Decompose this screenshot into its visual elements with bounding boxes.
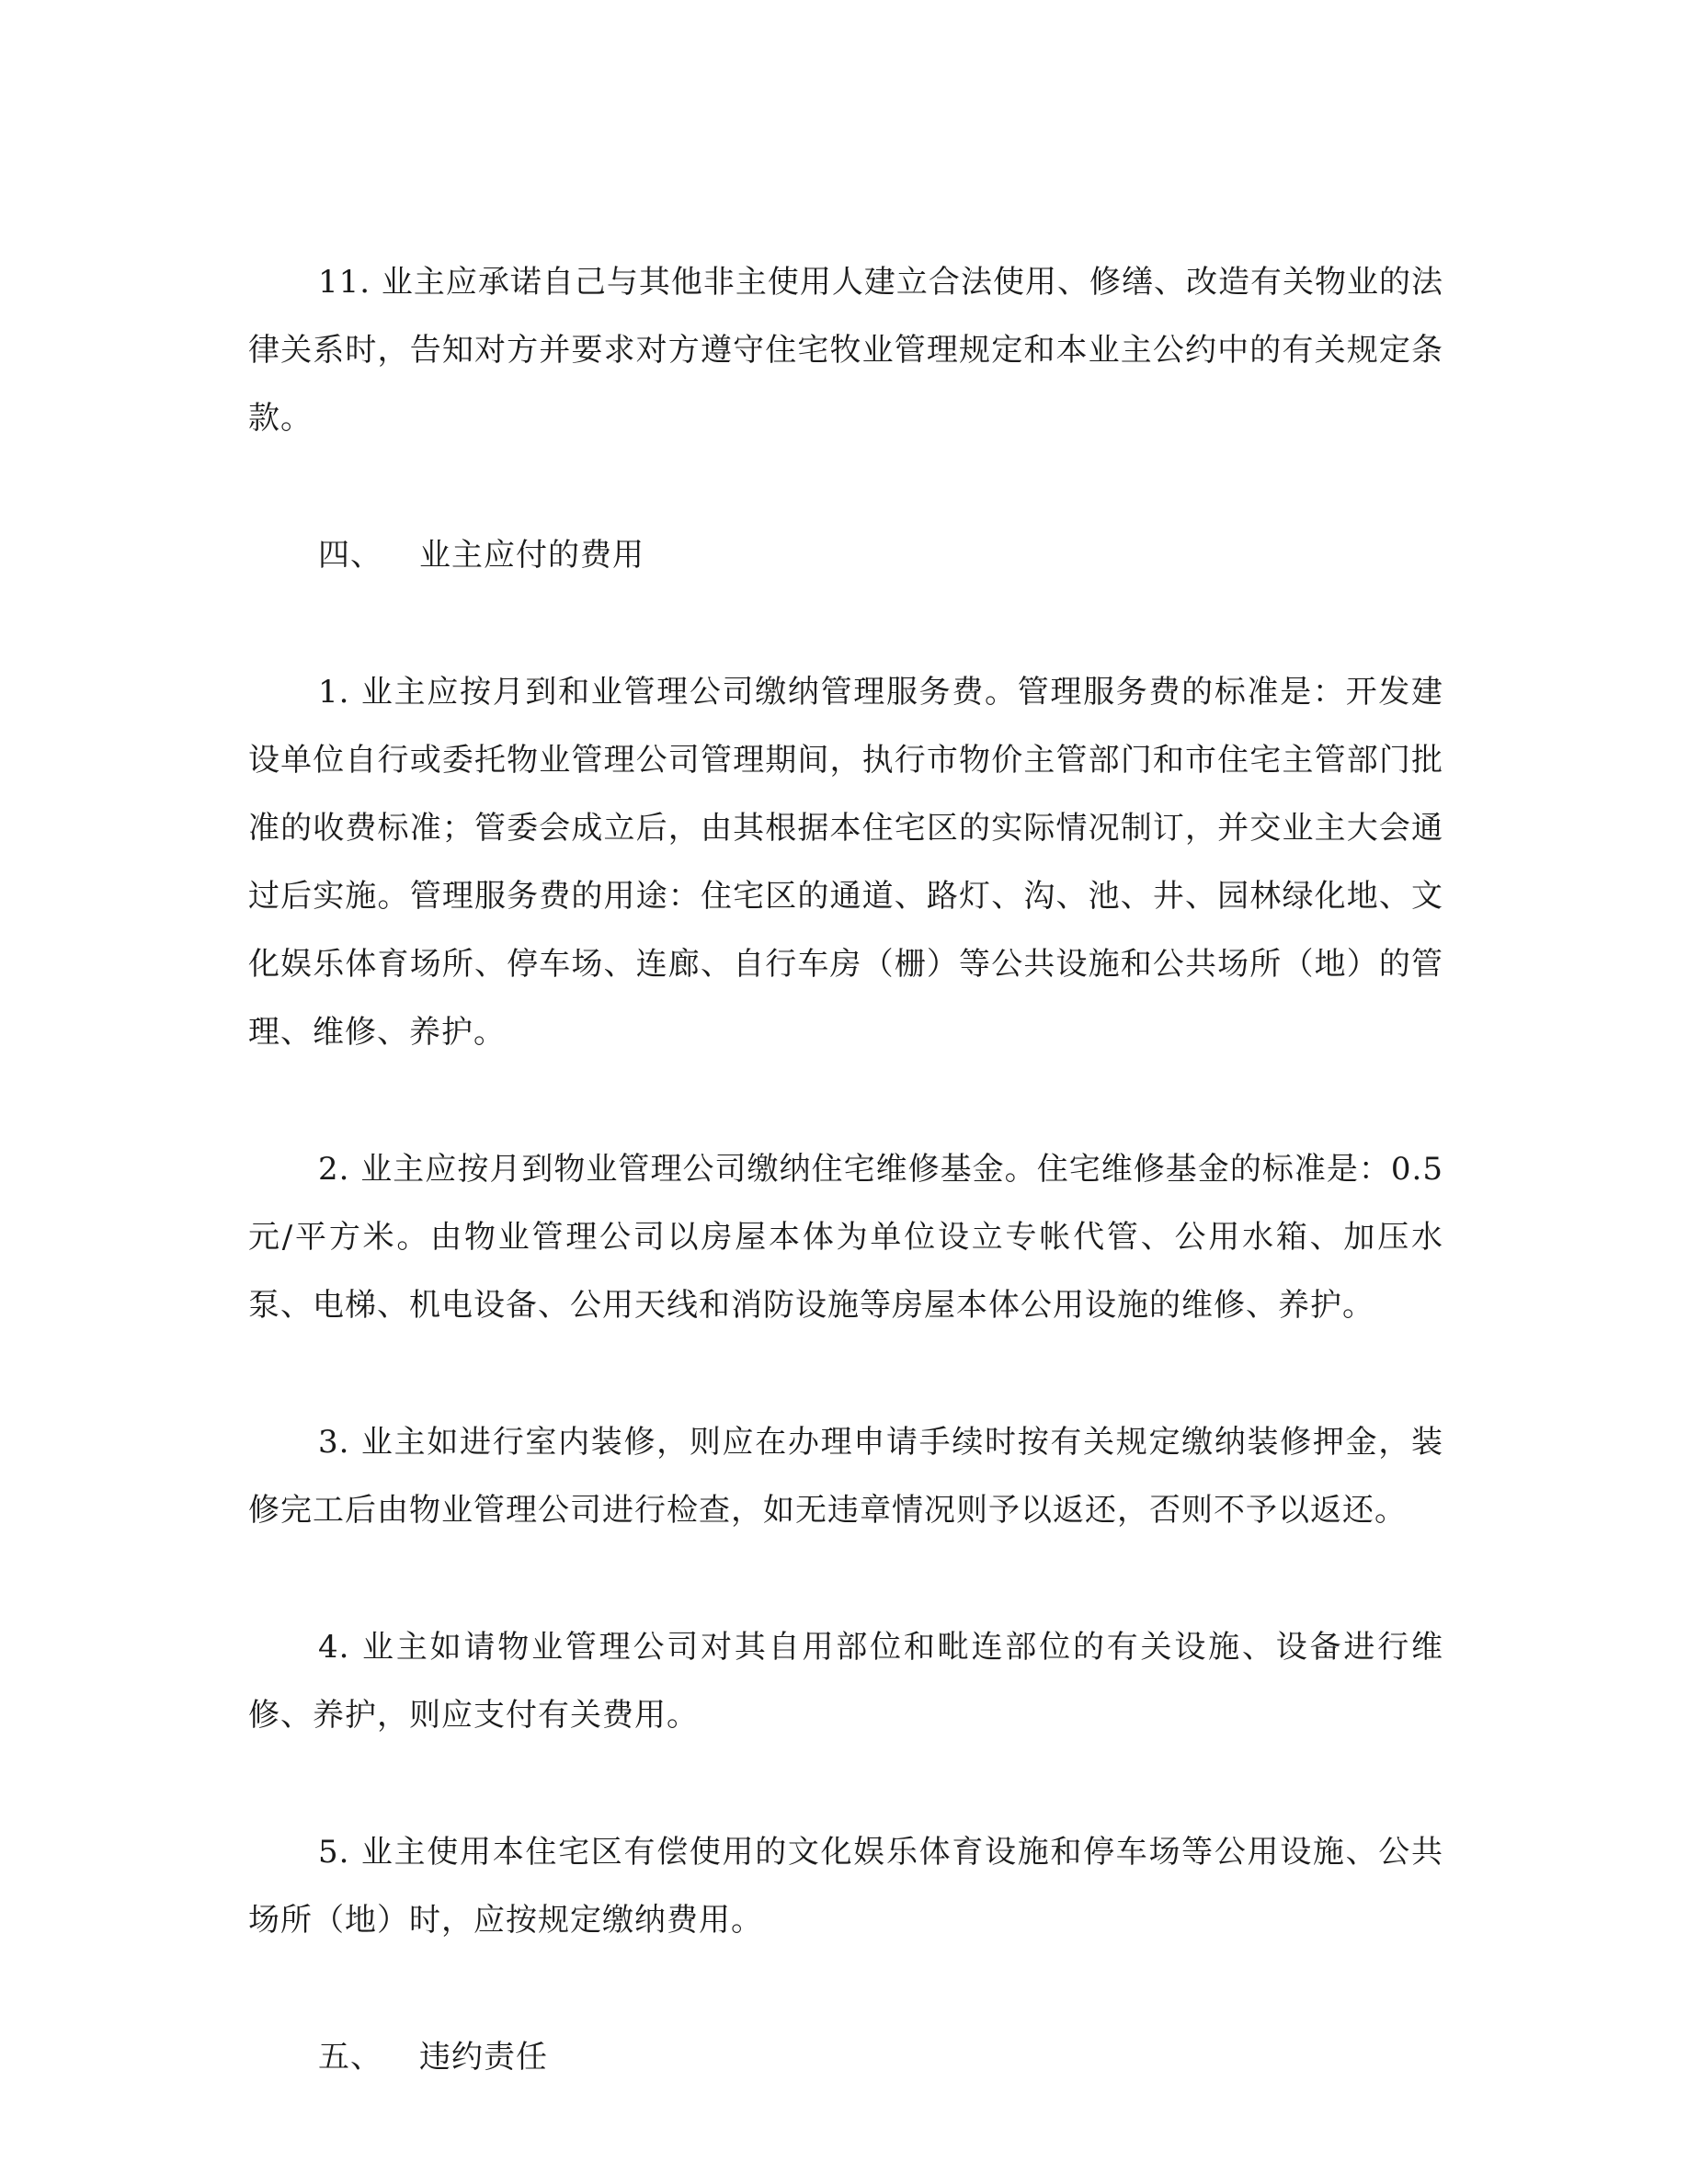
section-heading-5 [248, 2023, 1443, 2091]
section-title: 违约责任 [419, 2039, 548, 2076]
clause-4: 4. 业主如请物业管理公司对其自用部位和毗连部位的有关设施、设备进行维修、养护，则应支付有关费用。 [248, 1629, 1443, 1734]
section-title: 业主应付的费用 [419, 537, 644, 574]
clause-11: 11. 业主应承诺自己与其他非主使用人建立合法使用、修缮、改造有关物业的法律关系时，告知对方并要求对方遵守住宅牧业管理规定和本业主公约中的有关规定条款。 [248, 264, 1443, 437]
clause-3: 3. 业主如进行室内装修，则应在办理申请手续时按有关规定缴纳装修押金，装修完工后由物业管理公司进行检查，如无违章情况则予以返还，否则不予以返还。 [248, 1424, 1443, 1529]
section-number: 四、 [318, 537, 382, 574]
section-heading-4 [248, 521, 1443, 589]
section-number: 五、 [318, 2039, 382, 2076]
clause-2: 2. 业主应按月到物业管理公司缴纳住宅维修基金。住宅维修基金的标准是：0.5元/平方米。由物业管理公司以房屋本体为单位设立专帐代管、公用水箱、加压水泵、电梯、机电设备、公用天线和消防设施等房屋本体公用设施的维修、养护。 [248, 1151, 1443, 1324]
clause-1: 1. 业主应按月到和业管理公司缴纳管理服务费。管理服务费的标准是：开发建设单位自行或委托物业管理公司管理期间，执行市物价主管部门和市住宅主管部门批准的收费标准；管委会成立后，由其根据本住宅区的实际情况制订，并交业主大会通过后实施。管理服务费的用途：住宅区的通道、路灯、沟、池、井、园林绿化地、文化娱乐体育场所、停车场、连廊、自行车房（栅）等公共设施和公共场所（地）的管理、维修、养护。 [248, 674, 1443, 1051]
document-body [248, 248, 1443, 2160]
clause-5: 5. 业主使用本住宅区有偿使用的文化娱乐体育设施和停车场等公用设施、公共场所（地）时，应按规定缴纳费用。 [248, 1834, 1443, 1939]
